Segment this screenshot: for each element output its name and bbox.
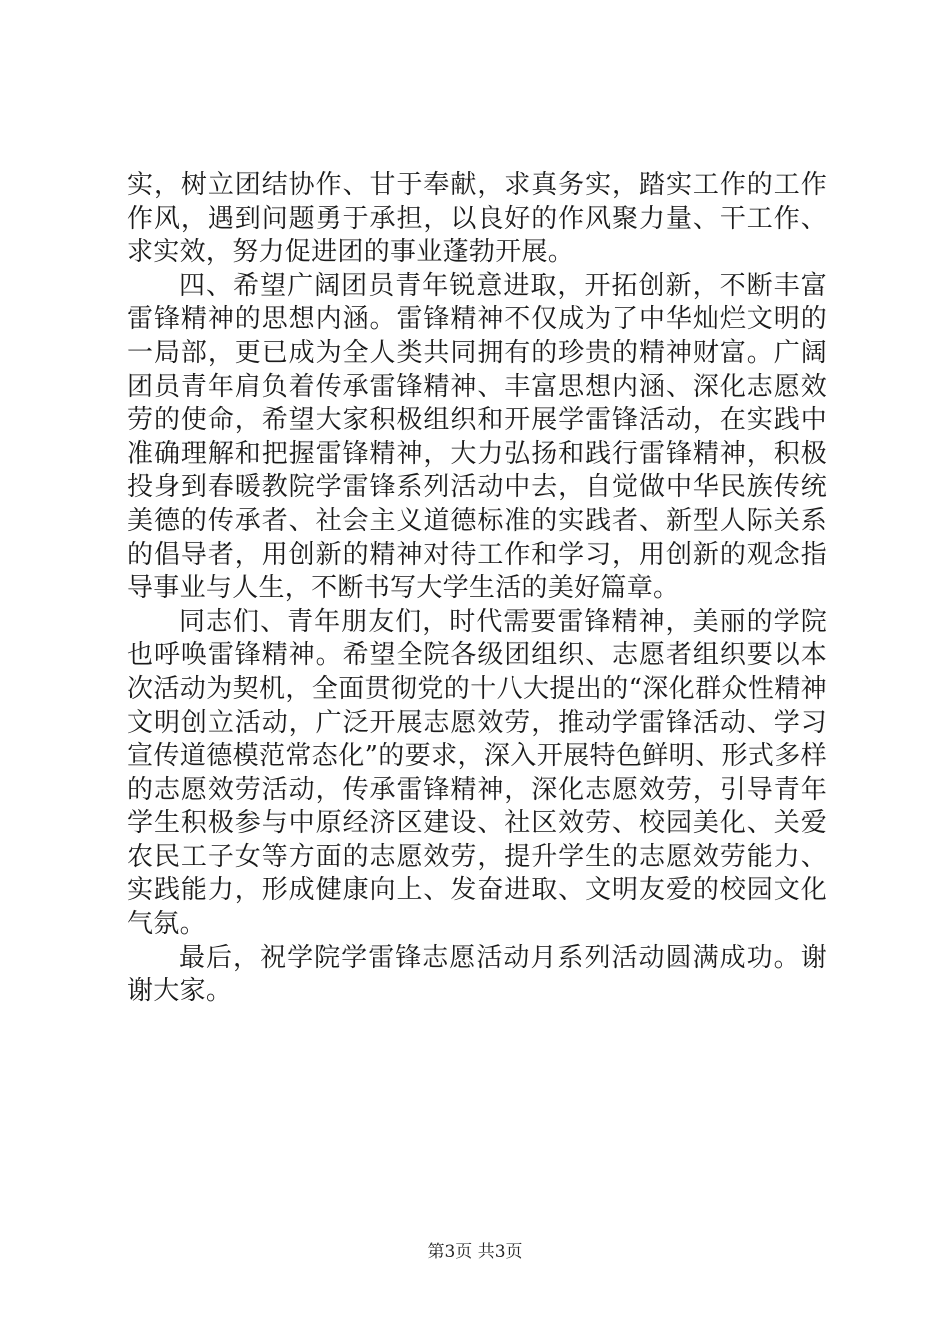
page-number-footer: 第3页 共3页	[427, 1242, 523, 1262]
paragraph-closing: 最后，祝学院学雷锋志愿活动月系列活动圆满成功。谢谢大家。	[127, 942, 827, 1007]
document-body	[127, 169, 827, 1009]
paragraph-continuation: 实，树立团结协作、甘于奉献，求真务实，踏实工作的工作作风，遇到问题勇于承担，以良好的作风聚力量、干工作、求实效，努力促进团的事业蓬勃开展。	[127, 170, 827, 268]
paragraph-point-four: 四、希望广阔团员青年锐意进取，开拓创新，不断丰富雷锋精神的思想内涵。雷锋精神不仅成为了中华灿烂文明的一局部，更已成为全人类共同拥有的珍贵的精神财富。广阔团员青年肩负着传承雷锋精神、丰富思想内涵、深化志愿效劳的使命，希望大家积极组织和开展学雷锋活动，在实践中准确理解和把握雷锋精神，大力弘扬和践行雷锋精神，积极投身到春暖教院学雷锋系列活动中去，自觉做中华民族传统美德的传承者、社会主义道德标准的实践者、新型人际关系的倡导者，用创新的精神对待工作和学习，用创新的观念指导事业与人生，不断书写大学生活的美好篇章。	[127, 270, 827, 604]
paragraph-comrades: 同志们、青年朋友们，时代需要雷锋精神，美丽的学院也呼唤雷锋精神。希望全院各级团组织、志愿者组织要以本次活动为契机，全面贯彻党的十八大提出的“深化群众性精神文明创立活动，广泛开展志愿效劳，推动学雷锋活动、学习宣传道德模范常态化”的要求，深入开展特色鲜明、形式多样的志愿效劳活动，传承雷锋精神，深化志愿效劳，引导青年学生积极参与中原经济区建设、社区效劳、校园美化、关爱农民工子女等方面的志愿效劳，提升学生的志愿效劳能力、实践能力，形成健康向上、发奋进取、文明友爱的校园文化气氛。	[127, 606, 827, 940]
